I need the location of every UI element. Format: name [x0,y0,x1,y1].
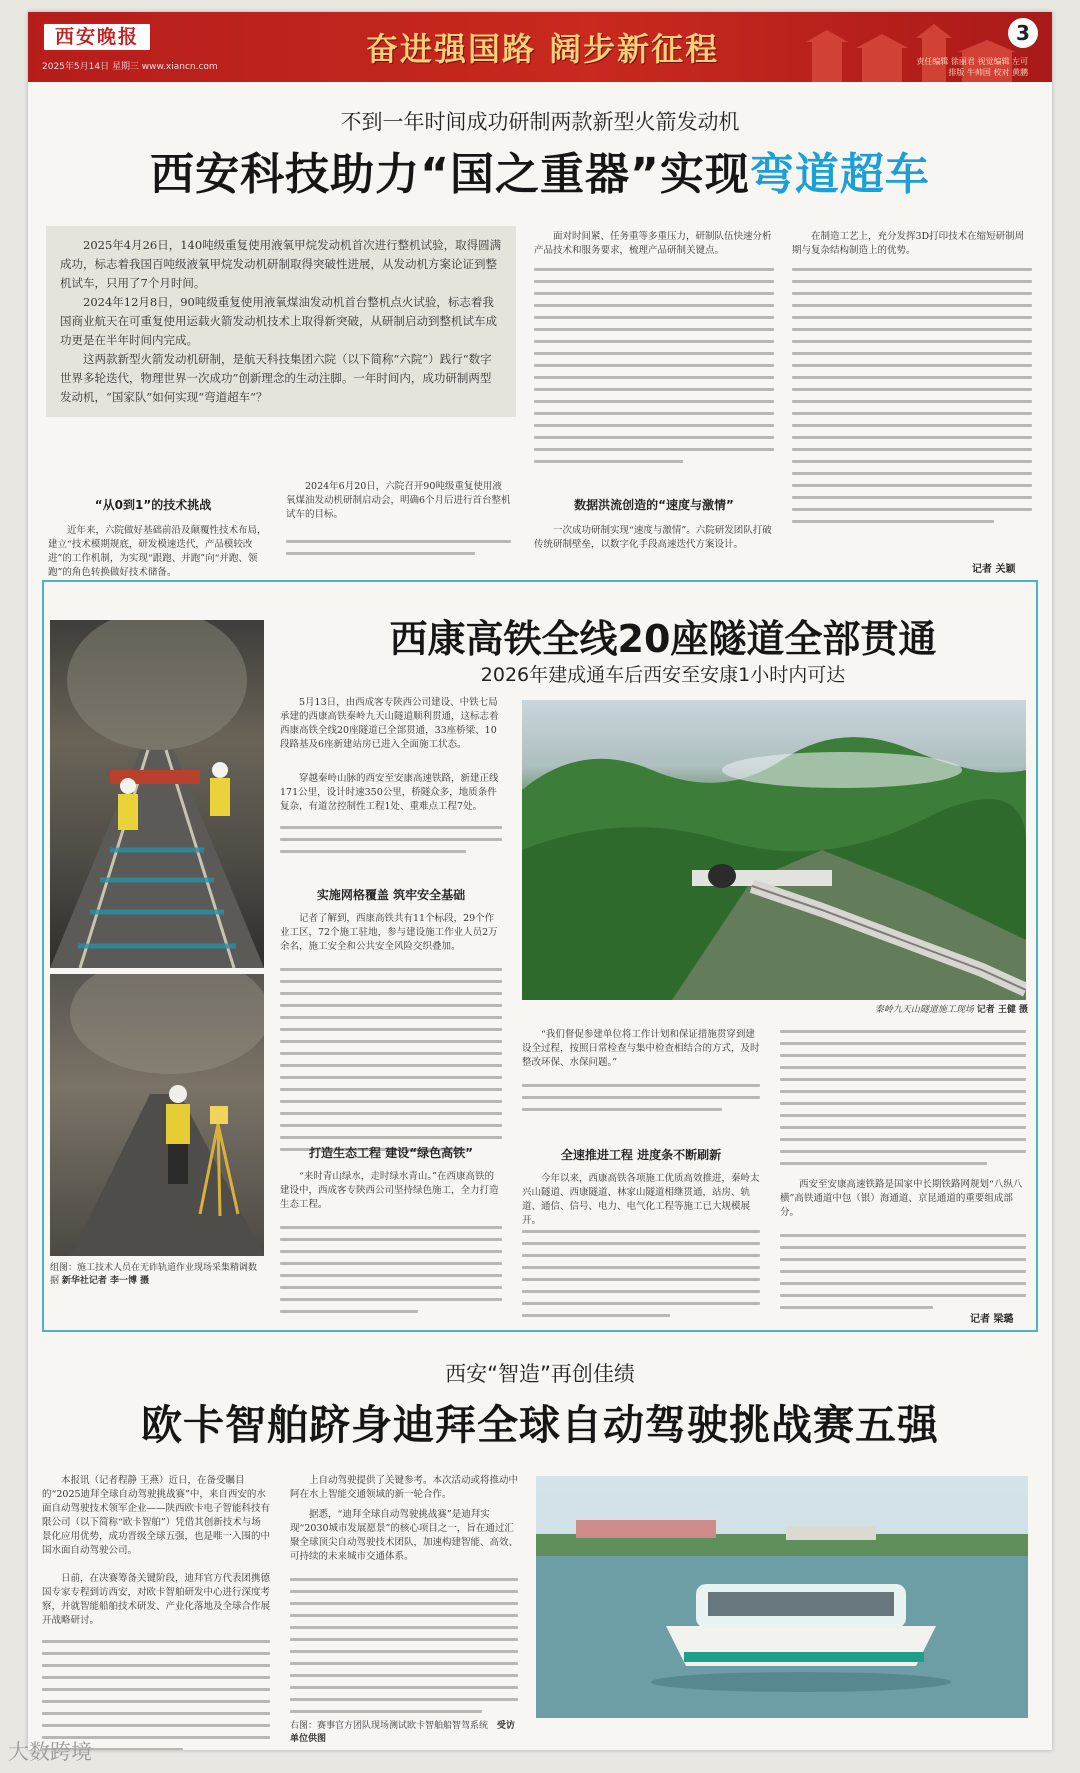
article1-lead-box [46,226,516,417]
editor-credits [888,56,1028,78]
newspaper-page [28,12,1052,1750]
article2-left-photo-caption [50,1262,264,1288]
tunnel-track-illustration [50,620,264,968]
article2-paragraph: 穿越秦岭山脉的西安至安康高速铁路，新建正线171公里，设计时速350公里，桥隧众多，地质条件复杂，有道岔控制性工程1处、重难点工程7处。 [280,773,499,812]
article3-kicker: 西安“智造”再创佳绩 [445,1362,635,1386]
article3-body-lines [42,1640,270,1750]
newspaper-logo[interactable]: 西安晚报 [42,22,152,52]
article2-body-lines [780,1234,1026,1318]
tunnel-track-photo[interactable] [50,620,264,968]
article3-paragraph: 本报讯（记者程静 王燕）近日，在备受瞩目的“2025迪拜全球自动驾驶挑战赛”中，来自西安的水面自动驾驶技术领军企业——陕西欧卡电子智能科技有限公司（以下简称“欧卡智舶”）凭借其创新技术与场景化应用优势，成功晋级全球五强，也是唯一入围的中国水面自动驾驶公司。 [42,1475,271,1556]
autonomous-boat-illustration [536,1476,1028,1718]
article2-body-lines [280,968,502,1160]
left-photo-caption-text: 组图：施工技术人员在无砟轨道作业现场采集精调数据 [50,1263,258,1286]
article2-subhead: 打造生态工程 建设“绿色高铁” [309,1146,473,1160]
railway-landscape-illustration [522,700,1026,1000]
article3-photo-caption [290,1720,518,1746]
survey-worker-illustration [50,974,264,1256]
article2-paragraph: 记者了解到，西康高铁共有11个标段，29个作业工区，72个施工驻地，参与建设施工作业人员2万余名，施工安全和公共安全风险交织叠加。 [280,913,498,952]
right-photo-caption-text: 秦岭九天山隧道施工现场 [874,1005,974,1015]
article1-lead-paragraph: 这两款新型火箭发动机研制，是航天科技集团六院（以下简称“六院”）践行“数字世界多轮迭代，物理世界一次成功”创新理念的生动注脚。一年时间内，成功研制两型发动机，“国家队”如何实现“弯道超车”？ [60,352,492,404]
boat-photo-credit: 受访单位供图 [290,1721,515,1744]
article1-byline: 记者 关颖 [972,564,1016,575]
article3-paragraph: 日前，在决赛筹备关键阶段，迪拜官方代表团携德国专家专程到访西安，对欧卡智舶研发中心进行深度考察，并就智能船舶技术研发、产业化落地及全球合作展开战略研讨。 [42,1573,271,1626]
article2-paragraph: “来时青山绿水，走时绿水青山。”在西康高铁的建设中，西成客专陕西公司坚持绿色施工，全力打造生态工程。 [280,1171,499,1210]
article1-column-text: 面对时间紧、任务重等多重压力，研制队伍快速分析产品技术和服务要求，梳理产品研制关键点。 [534,231,772,256]
article1-kicker: 不到一年时间成功研制两款新型火箭发动机 [340,110,740,134]
article2-paragraph: 今年以来，西康高铁各项施工优质高效推进，秦岭太兴山隧道、西康隧道、林家山隧道相继贯通，站房、轨道、通信、信号、电力、电气化工程等施工已大规模展开。 [522,1173,760,1226]
article1-column-body [534,268,774,472]
article2-subhead: 全速推进工程 进度条不断刷新 [560,1148,722,1162]
article2-body-lines [522,1230,760,1326]
article2-subhead: 实施网格覆盖 筑牢安全基础 [316,888,466,902]
article1-headline[interactable] [28,138,1052,202]
page-number-badge: 3 [1008,18,1038,48]
article3-paragraph: 据悉，“迪拜全球自动驾驶挑战赛”是迪拜实现“2030城市发展愿景”的核心项目之一，旨在通过汇聚全球顶尖自动驾驶技术团队，加速构建智能、高效、可持续的未来城市交通体系。 [290,1509,519,1562]
article1-subhead: “从0到1”的技术挑战 [94,498,212,512]
article2-body-lines [780,1030,1026,1174]
article2-paragraph: “我们督促参建单位将工作计划和保证措施贯穿到建设全过程，按照日常检查与集中检查相结合的方式，及时整改环保、水保问题。” [522,1029,760,1068]
right-photo-credit: 记者 王健 摄 [976,1005,1028,1015]
left-photo-credit: 新华社记者 李一博 摄 [61,1276,150,1286]
editor-credits-line: 责任编辑 徐丽君 视觉编辑 左可 [916,57,1028,66]
article1-column-body [286,540,511,564]
article1-headline-highlight: 弯道超车 [749,149,930,200]
watermark-logo: 大数跨境 [8,1740,92,1764]
article2-paragraph: 5月13日，由西成客专陕西公司建设、中铁七局承建的西康高铁秦岭九天山隧道顺利贯通，这标志着西康高铁全线20座隧道已全部贯通，33座桥梁、10段路基及6座新建站房已进入全面施工状态。 [280,697,499,750]
article2-right-photo-caption [818,1004,1028,1017]
article2-subheadline: 2026年建成通车后西安至安康1小时内可达 [480,664,846,686]
article2-paragraph: 西安至安康高速铁路是国家中长期铁路网规划“八纵八横”高铁通道中包（银）海通道、京昆通道的重要组成部分。 [780,1179,1023,1218]
article1-column-text: 近年来，六院做好基础前沿及颠覆性技术布局，建立“技术模期规底，研发模速迭代，产品模较改进”的工作机制，为实现“跟跑、并跑”向“并跑、领跑”的角色转换做好技术储备。 [48,525,267,578]
issue-date: 2025年5月14日 星期三 www.xiancn.com [42,62,218,72]
article1-column-body [792,268,1032,532]
article2-body-lines [522,1084,760,1120]
article3-paragraph: 上自动驾驶提供了关键参考。本次活动或将推动中阿在水上智能交通领域的新一轮合作。 [290,1475,519,1500]
survey-worker-photo[interactable] [50,974,264,1256]
article1-lead-paragraph: 2024年12月8日，90吨级重复使用液氧煤油发动机首台整机点火试验，标志着我国商业航天在可重复使用运载火箭发动机技术上取得新突破，从研制启动到整机试车成功更是在半年时间内完成。 [60,295,497,347]
article1-column-text: 2024年6月20日，六院召开90吨级重复使用液氧煤油发动机研制启动会，明确6个月后进行首台整机试车的目标。 [286,481,511,520]
article1-column-text: 一次成功研制实现“速度与激情”。六院研发团队打破传统研制壁垒，以数字化手段高速迭代方案设计。 [534,525,772,550]
article1-lead-paragraph: 2025年4月26日，140吨级重复使用液氧甲烷发动机首次进行整机试验，取得圆满成功，标志着我国百吨级液氧甲烷发动机研制取得突破性进展，从发动机方案论证到整机试车，只用了7个月时间。 [60,238,502,290]
article1-column-text: 在制造工艺上，充分发挥3D打印技术在缩短研制周期与复杂结构制造上的优势。 [792,231,1025,256]
article2-headline[interactable]: 西康高铁全线20座隧道全部贯通 [389,617,937,661]
article3-body-lines [290,1578,518,1722]
header-slogan: 奋进强国路 阔步新征程 [366,30,720,68]
railway-landscape-photo[interactable] [522,700,1026,1000]
editor-credits-line: 排版 牛帅国 校对 黄鹏 [948,68,1028,77]
article2-byline: 记者 梁璐 [970,1314,1014,1325]
header-band [28,12,1052,82]
article1-headline-main: 西安科技助力“国之重器”实现 [150,149,750,200]
article3-headline[interactable]: 欧卡智舶跻身迪拜全球自动驾驶挑战赛五强 [141,1401,939,1449]
article2-body-lines [280,826,502,862]
article2-body-lines [280,1226,502,1322]
autonomous-boat-photo[interactable] [536,1476,1028,1718]
boat-photo-caption-text: 右图：赛事官方团队现场测试欧卡智舶船智驾系统 [290,1721,489,1731]
article1-subhead: 数据洪流创造的“速度与激情” [574,498,734,512]
